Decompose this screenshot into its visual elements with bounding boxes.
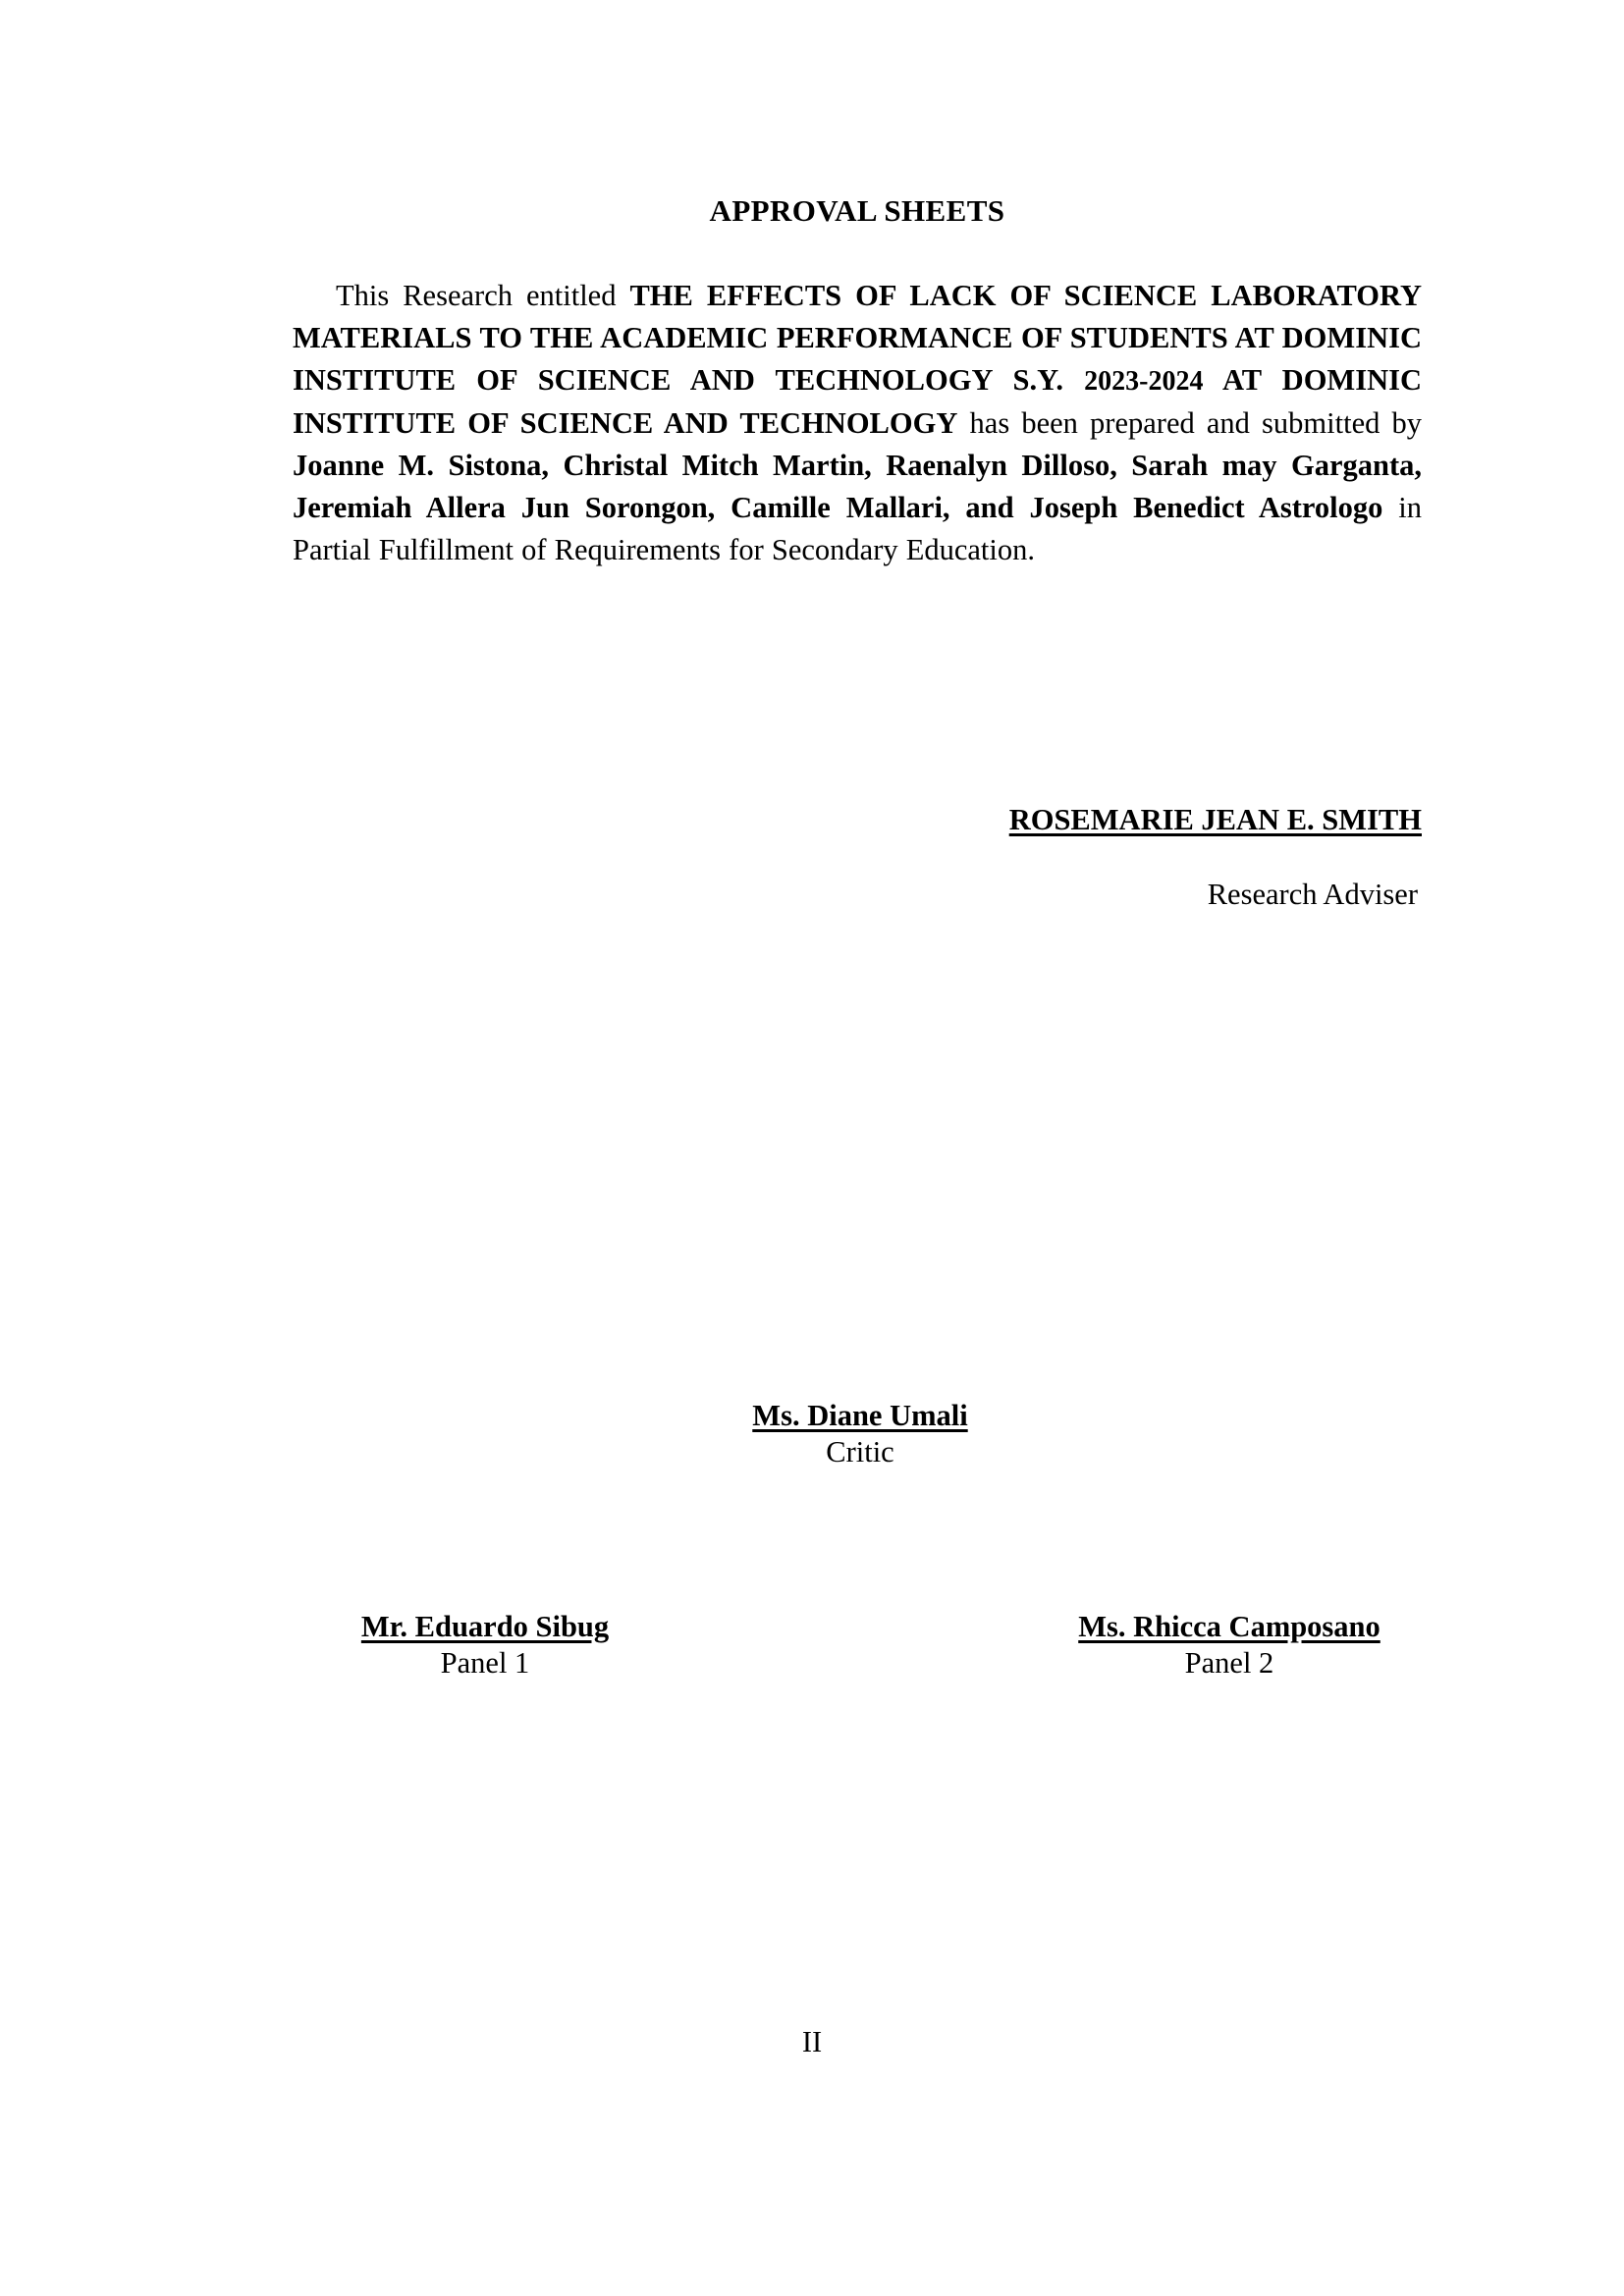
- panel1-role-label: Panel 1: [440, 1646, 530, 1680]
- signature-block-panel1: [293, 1610, 677, 1681]
- panel2-role-label: Panel 2: [1184, 1646, 1274, 1680]
- authors-list-text: Joanne M. Sistona, Christal Mitch Martin, Raenalyn Dilloso, Sarah may Garganta, Jeremiah Allera Jun Sorongon, Camille Mallari, and Joseph Benedict Astrologo: [293, 449, 1422, 525]
- school-year-text: 2023-2024: [1084, 366, 1204, 398]
- approval-statement-paragraph: [293, 275, 1422, 571]
- adviser-role-label: Research Adviser: [1207, 878, 1418, 911]
- page-content: [293, 0, 1422, 602]
- research-title-text-part1: THE EFFECTS OF LACK OF SCIENCE LABORATORY MATERIALS TO THE ACADEMIC PERFORMANCE OF STUDENTS AT DOMINIC INSTITUTE OF SCIENCE AND TECHNOLOGY S.Y.: [293, 279, 1422, 398]
- signature-block-panel2: [1037, 1610, 1422, 1681]
- critic-role-label: Critic: [826, 1435, 894, 1468]
- critic-name: Ms. Diane Umali: [752, 1399, 968, 1432]
- page-title: APPROVAL SHEETS: [709, 193, 1005, 228]
- page-number: II: [801, 2025, 823, 2058]
- research-title-text-part2: AT DOMINIC INSTITUTE OF SCIENCE AND TECHNOLOGY: [293, 363, 1422, 441]
- signature-block-adviser: [293, 803, 1422, 912]
- statement-closing-text: in Partial Fulfillment of Requirements for Secondary Education.: [293, 491, 1422, 567]
- signature-block-critic: [668, 1399, 1053, 1469]
- statement-middle-text: has been prepared and submitted by: [957, 406, 1423, 441]
- panel1-name: Mr. Eduardo Sibug: [360, 1610, 610, 1643]
- adviser-name: ROSEMARIE JEAN E. SMITH: [1008, 803, 1422, 836]
- statement-intro-text: This Research entitled: [336, 279, 630, 313]
- panel2-name: Ms. Rhicca Camposano: [1078, 1610, 1380, 1643]
